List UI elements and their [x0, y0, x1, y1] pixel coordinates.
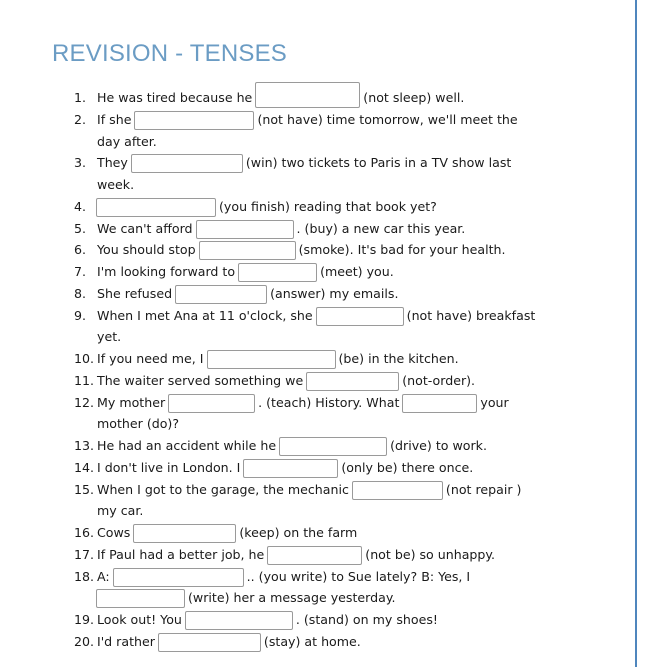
sentence-text: . (stand) on my shoes! — [295, 612, 438, 627]
exercise-item — [0, 282, 630, 304]
item-text — [95, 198, 439, 214]
answer-input[interactable] — [96, 198, 216, 217]
sentence-text: When I got to the garage, the mechanic — [97, 481, 349, 497]
exercise-item — [0, 565, 630, 587]
sentence-text: day after. — [97, 133, 157, 149]
item-text — [95, 329, 123, 344]
sentence-text: (win) two tickets to Paris in a TV show last — [245, 155, 512, 171]
exercise-item — [0, 108, 630, 130]
sentence-text: (be) in the kitchen. — [338, 351, 459, 366]
sentence-text: When I met Ana at 11 o'clock, she — [97, 307, 313, 323]
sentence-text: (not have) time tomorrow, we'll meet the — [257, 111, 518, 127]
item-number: 20. — [74, 633, 95, 649]
exercise-item — [0, 304, 630, 326]
exercise-item-continuation — [0, 412, 630, 434]
item-text — [95, 111, 520, 127]
item-text — [95, 589, 398, 605]
answer-input[interactable] — [131, 154, 243, 173]
sentence-text: (keep) on the farm — [239, 525, 358, 540]
sentence-text: (not be) so unhappy. — [365, 546, 496, 562]
item-text — [95, 503, 145, 518]
answer-input[interactable] — [238, 263, 317, 282]
sentence-text: week. — [97, 177, 135, 192]
sentence-text: I'd rather — [97, 633, 155, 649]
exercise-item-continuation — [0, 499, 630, 521]
item-text — [95, 350, 461, 366]
sentence-text: We can't afford — [97, 220, 193, 236]
item-number: 15. — [74, 481, 95, 497]
answer-input[interactable] — [113, 568, 244, 587]
page-title: REVISION - TENSES — [52, 40, 288, 67]
item-text — [95, 459, 475, 475]
exercise-item — [0, 543, 630, 565]
answer-input[interactable] — [306, 372, 399, 391]
answer-input[interactable] — [196, 220, 294, 239]
item-number: 13. — [74, 438, 95, 453]
sentence-text: Look out! You — [97, 612, 182, 627]
item-number: 19. — [74, 612, 95, 627]
exercise-item — [0, 478, 630, 500]
sentence-text: He had an accident while he — [97, 438, 277, 453]
item-number: 7. — [74, 264, 87, 279]
exercise-item-continuation — [0, 173, 630, 195]
exercise-item — [0, 608, 630, 630]
answer-input[interactable] — [402, 394, 477, 413]
exercise-item-continuation — [0, 586, 630, 608]
item-number: 8. — [74, 285, 87, 301]
answer-input[interactable] — [267, 546, 362, 565]
sentence-text: (not sleep) well. — [363, 90, 465, 105]
sentence-text: (write) her a message yesterday. — [188, 590, 396, 606]
sentence-text: .. (you write) to Sue lately? B: Yes, I — [246, 568, 471, 584]
sentence-text: They — [97, 155, 128, 171]
item-text — [95, 307, 537, 323]
item-text — [95, 611, 440, 627]
item-text — [95, 285, 400, 301]
answer-input[interactable] — [243, 459, 338, 478]
item-text — [95, 437, 489, 453]
answer-input[interactable] — [134, 111, 254, 130]
item-text — [95, 481, 523, 497]
sentence-text: (answer) my emails. — [270, 285, 399, 301]
answer-input[interactable] — [96, 589, 185, 608]
sentence-text: mother (do)? — [97, 416, 180, 432]
item-text — [95, 568, 472, 584]
item-number: 16. — [74, 525, 95, 540]
answer-input[interactable] — [199, 241, 296, 260]
sentence-text: (meet) you. — [320, 264, 394, 279]
item-text — [95, 416, 181, 431]
sentence-text: He was tired because he — [97, 90, 253, 105]
answer-input[interactable] — [158, 633, 261, 652]
sentence-text: If you need me, I — [97, 351, 204, 366]
page-margin-line — [635, 0, 637, 667]
item-text — [95, 241, 508, 257]
item-number: 6. — [74, 242, 87, 258]
item-text — [95, 134, 159, 149]
sentence-text: If she — [97, 111, 132, 127]
sentence-text: (you finish) reading that book yet? — [219, 198, 437, 214]
sentence-text: yet. — [97, 329, 122, 345]
exercise-item — [0, 217, 630, 239]
item-number: 5. — [74, 220, 87, 236]
sentence-text: your — [480, 394, 509, 410]
item-text — [95, 394, 511, 410]
sentence-text: (not have) breakfast — [406, 307, 536, 323]
sentence-text: my car. — [97, 503, 144, 519]
item-number: 17. — [74, 546, 95, 562]
answer-input[interactable] — [168, 394, 255, 413]
item-number: 4. — [74, 198, 87, 214]
sentence-text: The waiter served something we — [97, 372, 304, 388]
exercise-item — [0, 151, 630, 173]
exercise-item — [0, 456, 630, 478]
item-number: 18. — [74, 568, 95, 584]
item-number: 2. — [74, 111, 87, 127]
sentence-text: A: — [97, 568, 110, 584]
item-text — [95, 372, 477, 388]
item-text — [95, 154, 513, 170]
exercise-item — [0, 195, 630, 217]
sentence-text: (smoke). It's bad for your health. — [298, 242, 506, 258]
exercise-item — [0, 86, 630, 108]
sentence-text: (not repair ) — [445, 481, 522, 497]
sentence-text: . (teach) History. What — [258, 394, 400, 410]
sentence-text: You should stop — [97, 242, 196, 258]
exercise-item — [0, 630, 630, 652]
item-number: 12. — [74, 394, 95, 410]
item-text — [95, 82, 466, 105]
answer-input[interactable] — [185, 611, 293, 630]
item-text — [95, 633, 363, 649]
exercise-item — [0, 369, 630, 391]
answer-input[interactable] — [207, 350, 336, 369]
answer-input[interactable] — [316, 307, 404, 326]
item-text — [95, 177, 136, 192]
sentence-text: Cows — [97, 525, 131, 540]
sentence-text: I'm looking forward to — [97, 264, 236, 279]
item-text — [95, 263, 396, 279]
sentence-text: (not-order). — [402, 372, 476, 388]
answer-input[interactable] — [133, 524, 236, 543]
sentence-text: (only be) there once. — [341, 459, 474, 475]
exercise-item-continuation — [0, 325, 630, 347]
answer-input[interactable] — [352, 481, 443, 500]
answer-input[interactable] — [175, 285, 267, 304]
exercise-item — [0, 434, 630, 456]
exercise-item — [0, 260, 630, 282]
item-number: 10. — [74, 351, 95, 366]
item-text — [95, 524, 359, 540]
sentence-text: She refused — [97, 285, 173, 301]
exercise-item — [0, 347, 630, 369]
item-number: 11. — [74, 372, 95, 388]
sentence-text: If Paul had a better job, he — [97, 546, 265, 562]
sentence-text: My mother — [97, 394, 166, 410]
exercise-item — [0, 521, 630, 543]
item-number: 3. — [74, 155, 87, 171]
item-text — [95, 220, 467, 236]
exercise-item-continuation — [0, 130, 630, 152]
item-number: 9. — [74, 307, 87, 323]
item-number: 14. — [74, 459, 95, 475]
answer-input[interactable] — [279, 437, 387, 456]
sentence-text: (drive) to work. — [390, 438, 487, 453]
sentence-text: (stay) at home. — [263, 633, 361, 649]
exercise-item — [0, 238, 630, 260]
item-number: 1. — [74, 90, 87, 105]
sentence-text: I don't live in London. I — [97, 459, 241, 475]
answer-input[interactable] — [255, 82, 360, 108]
exercise-item — [0, 391, 630, 413]
item-text — [95, 546, 497, 562]
sentence-text: . (buy) a new car this year. — [296, 220, 466, 236]
